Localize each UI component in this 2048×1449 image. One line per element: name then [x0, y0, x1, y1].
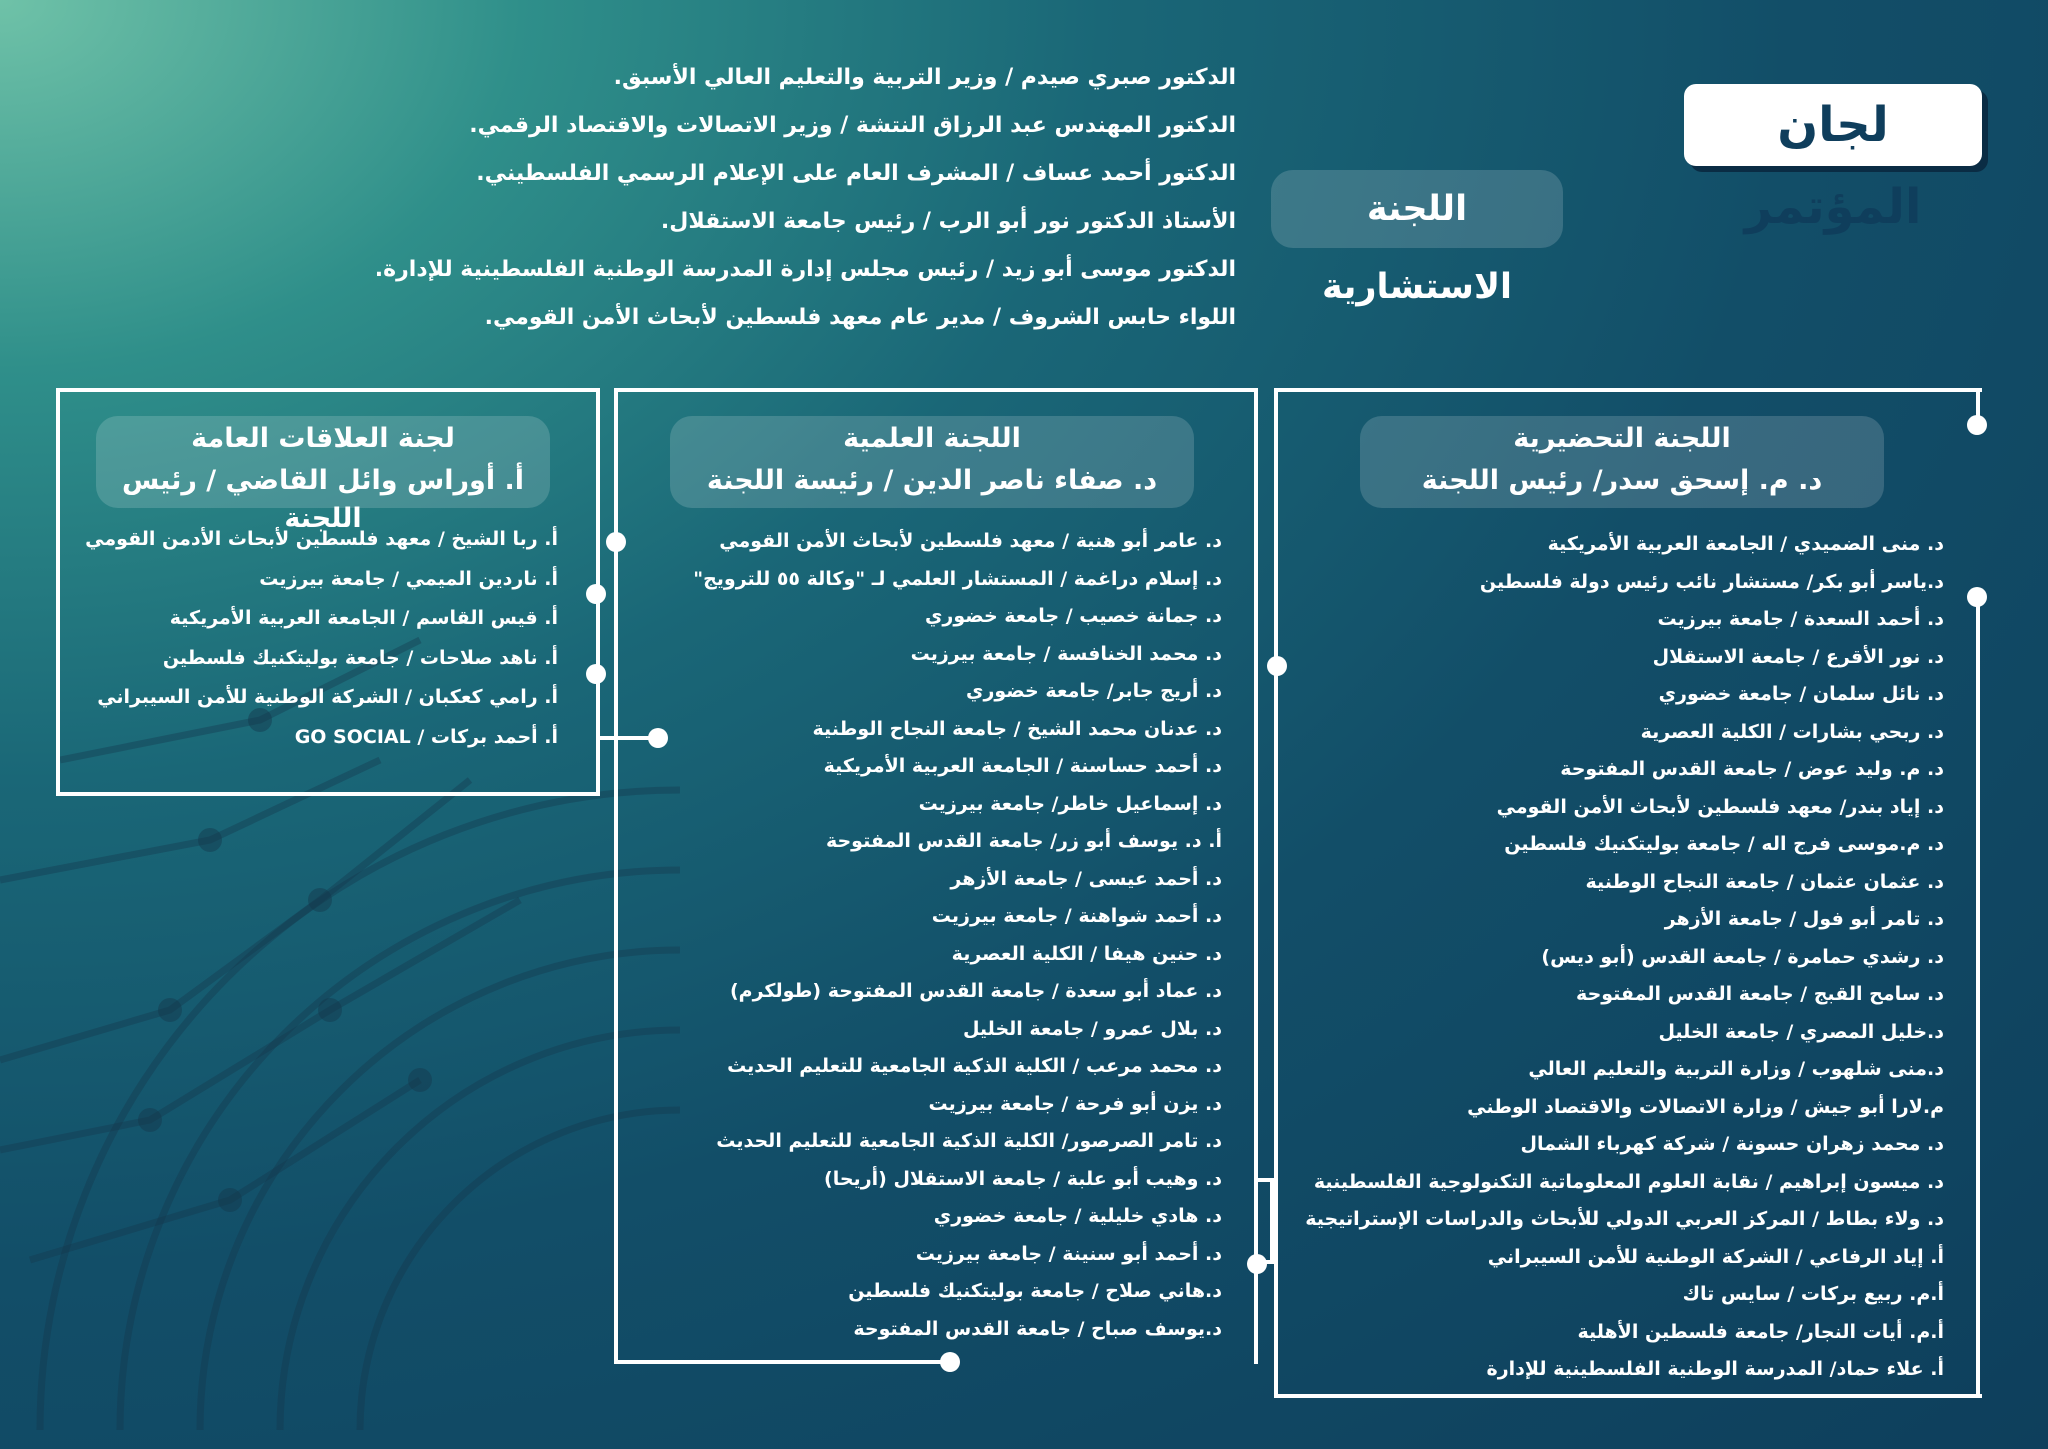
- advisory-member: الدكتور أحمد عساف / المشرف العام على الإعلام الرسمي الفلسطيني.: [476, 161, 1236, 186]
- advisory-member: الدكتور صبري صيدم / وزير التربية والتعليم العالي الأسبق.: [613, 65, 1236, 90]
- preparatory-header: [1360, 416, 1884, 508]
- scientific-frame-bottom: [614, 1360, 950, 1364]
- preparatory-title: اللجنة التحضيرية: [1513, 423, 1731, 454]
- preparatory-member: د. إياد بندر/ معهد فلسطين لأبحاث الأمن القومي: [1496, 795, 1944, 818]
- scientific-member: د. إسلام دراغمة / المستشار العلمي لـ "وكالة ٥٥ للترويج": [693, 567, 1222, 590]
- preparatory-frame-top: [1274, 388, 1982, 392]
- scientific-member: د. حنين هيفا / الكلية العصرية: [951, 942, 1222, 965]
- scientific-member: أ. د. يوسف أبو زر/ جامعة القدس المفتوحة: [825, 830, 1222, 852]
- preparatory-member: د.ياسر أبو بكر/ مستشار نائب رئيس دولة فلسطين: [1479, 570, 1944, 593]
- pr-member: أ. ربا الشيخ / معهد فلسطين لأبحاث الأدمن القومي: [85, 528, 558, 550]
- connector-dot: [1967, 415, 1987, 435]
- scientific-member: د. يزن أبو فرحة / جامعة بيرزيت: [928, 1092, 1222, 1115]
- scientific-member: د. هادي خليلية / جامعة خضوري: [933, 1205, 1222, 1227]
- preparatory-chair: د. م. إسحق سدر/ رئيس اللجنة: [1421, 465, 1823, 496]
- preparatory-member: أ.م. ربيع بركات / سايس تاك: [1682, 1283, 1944, 1305]
- preparatory-member: أ.م. أيات النجار/ جامعة فلسطين الأهلية: [1577, 1320, 1944, 1343]
- pr-member: أ. رامي كعكبان / الشركة الوطنية للأمن السيبراني: [97, 686, 558, 708]
- preparatory-member: د. م. وليد عوض / جامعة القدس المفتوحة: [1560, 758, 1944, 780]
- pr-title: لجنة العلاقات العامة: [191, 423, 455, 454]
- scientific-member: د. محمد مرعب / الكلية الذكية الجامعية للتعليم الحديث: [727, 1055, 1222, 1077]
- advisory-committee-title: اللجنة الاستشارية: [1271, 170, 1563, 248]
- scientific-member: د. أحمد عيسى / جامعة الأزهر: [950, 867, 1222, 890]
- preparatory-member: أ. إياد الرفاعي / الشركة الوطنية للأمن السيبراني: [1487, 1245, 1944, 1268]
- scientific-member: د.يوسف صباح / جامعة القدس المفتوحة: [853, 1317, 1222, 1340]
- preparatory-member: د. رشدي حمامرة / جامعة القدس (أبو ديس): [1541, 945, 1944, 968]
- pr-member: أ. ناردين الميمي / جامعة بيرزيت: [259, 567, 558, 590]
- pr-member: أ. أحمد بركات / GO SOCIAL: [294, 725, 558, 748]
- scientific-title: اللجنة العلمية: [843, 423, 1021, 454]
- pr-header: [96, 416, 550, 534]
- connector-dot: [606, 532, 626, 552]
- scientific-header: [670, 416, 1194, 508]
- preparatory-connector-right-lower: [1976, 598, 1980, 1398]
- preparatory-member: د. ولاء بطاط / المركز العربي الدولي للأبحاث والدراسات الإستراتيجية: [1305, 1208, 1944, 1230]
- scientific-member: د. وهيب أبو علبة / جامعة الاستقلال (أريحا): [824, 1167, 1222, 1190]
- scientific-chair: د. صفاء ناصر الدين / رئيسة اللجنة: [706, 465, 1158, 496]
- preparatory-member: د. ربحي بشارات / الكلية العصرية: [1640, 720, 1944, 743]
- advisory-member: الدكتور موسى أبو زيد / رئيس مجلس إدارة المدرسة الوطنية الفلسطينية للإدارة.: [374, 257, 1236, 282]
- preparatory-member: د. محمد زهران حسونة / شركة كهرباء الشمال: [1520, 1133, 1944, 1155]
- preparatory-member: د. نور الأقرع / جامعة الاستقلال: [1652, 645, 1944, 668]
- scientific-member: د. تامر الصرصور/ الكلية الذكية الجامعية للتعليم الحديث: [716, 1130, 1222, 1152]
- scientific-member: د. بلال عمرو / جامعة الخليل: [962, 1017, 1222, 1040]
- pr-member: أ. قيس القاسم / الجامعة العربية الأمريكية: [169, 607, 558, 629]
- pr-members-list: [70, 520, 558, 757]
- preparatory-member: د. م.موسى فرج اله / جامعة بوليتكنيك فلسطين: [1504, 833, 1944, 855]
- preparatory-member: د. ميسون إبراهيم / نقابة العلوم المعلوماتية التكنولوجية الفلسطينية: [1313, 1170, 1944, 1193]
- scientific-member: د. أحمد شواهنة / جامعة بيرزيت: [931, 905, 1222, 927]
- advisory-member: اللواء حابس الشروف / مدير عام معهد فلسطين لأبحاث الأمن القومي.: [484, 305, 1236, 330]
- scientific-member: د. أحمد حساسنة / الجامعة العربية الأمريكية: [823, 755, 1222, 777]
- connector-dot: [586, 664, 606, 684]
- preparatory-member: د.خليل المصري / جامعة الخليل: [1658, 1020, 1944, 1043]
- pr-member: أ. ناهد صلاحات / جامعة بوليتكنيك فلسطين: [162, 646, 558, 669]
- page-title: لجان المؤتمر: [1684, 84, 1982, 166]
- preparatory-member: د. نائل سلمان / جامعة خضوري: [1658, 683, 1944, 705]
- advisory-member: الأستاذ الدكتور نور أبو الرب / رئيس جامعة الاستقلال.: [660, 209, 1236, 234]
- bracket-connector: [1256, 1178, 1274, 1264]
- scientific-member: د. أحمد أبو سنينة / جامعة بيرزيت: [915, 1242, 1222, 1265]
- advisory-member: الدكتور المهندس عبد الرزاق النتشة / وزير الاتصالات والاقتصاد الرقمي.: [469, 113, 1236, 138]
- preparatory-member: د. منى الضميدي / الجامعة العربية الأمريكية: [1547, 533, 1944, 555]
- preparatory-member: م.لارا أبو جيش / وزارة الاتصالات والاقتصاد الوطني: [1467, 1095, 1944, 1118]
- scientific-member: د. عدنان محمد الشيخ / جامعة النجاح الوطنية: [812, 717, 1222, 740]
- scientific-member: د.هاني صلاح / جامعة بوليتكنيك فلسطين: [848, 1280, 1222, 1302]
- preparatory-member: د. سامح القبج / جامعة القدس المفتوحة: [1576, 983, 1944, 1005]
- connector-dot: [1967, 587, 1987, 607]
- preparatory-member: د.منى شلهوب / وزارة التربية والتعليم العالي: [1528, 1058, 1944, 1080]
- preparatory-member: أ. علاء حماد/ المدرسة الوطنية الفلسطينية للإدارة: [1486, 1358, 1944, 1380]
- scientific-member: د. جمانة خصيب / جامعة خضوري: [924, 605, 1222, 627]
- connector-dot: [586, 584, 606, 604]
- scientific-member: د. عماد أبو سعدة / جامعة القدس المفتوحة (طولكرم): [730, 980, 1222, 1002]
- scientific-member: د. إسماعيل خاطر/ جامعة بيرزيت: [918, 792, 1222, 815]
- preparatory-member: د. تامر أبو فول / جامعة الأزهر: [1664, 908, 1944, 930]
- scientific-members-list: [630, 523, 1222, 1348]
- scientific-member: د. أريج جابر/ جامعة خضوري: [966, 680, 1222, 702]
- preparatory-member: د. أحمد السعدة / جامعة بيرزيت: [1657, 608, 1944, 630]
- preparatory-member: د. عثمان عثمان / جامعة النجاح الوطنية: [1585, 870, 1944, 893]
- connector-dot: [1247, 1254, 1267, 1274]
- connector-dot: [940, 1352, 960, 1372]
- scientific-member: د. عامر أبو هنية / معهد فلسطين لأبحاث الأمن القومي: [719, 530, 1222, 552]
- connector-dot: [1267, 656, 1287, 676]
- preparatory-members-list: [1286, 526, 1944, 1389]
- advisory-members-list: [330, 54, 1236, 342]
- scientific-member: د. محمد الخنافسة / جامعة بيرزيت: [910, 642, 1222, 665]
- pr-chair: أ. أوراس وائل القاضي / رئيس اللجنة: [122, 465, 524, 534]
